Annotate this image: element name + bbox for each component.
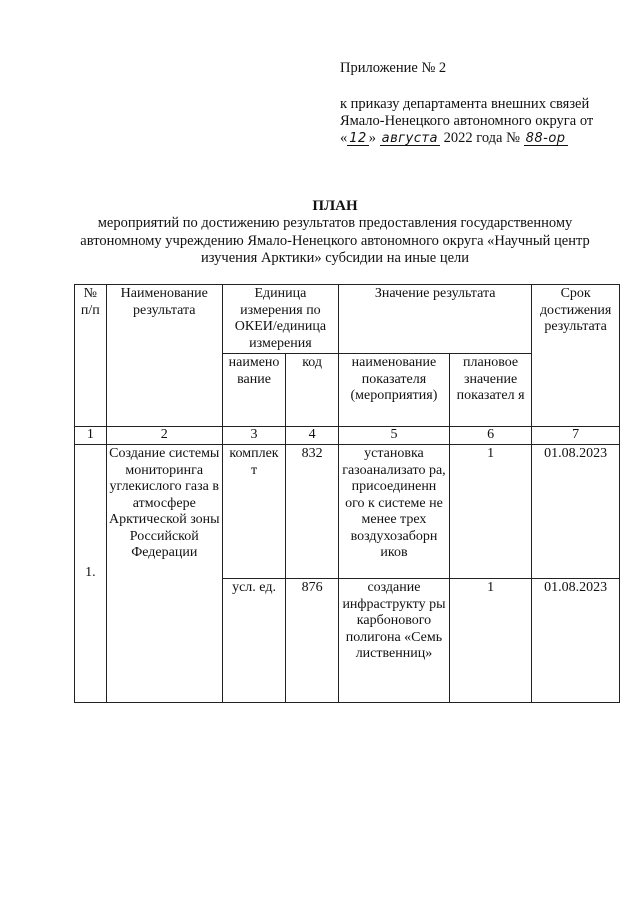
header-unit-name: наимено вание — [222, 354, 285, 427]
row-1-unit: комплек т — [222, 445, 285, 579]
quote-close: » — [368, 130, 377, 146]
col-number-7: 7 — [532, 427, 620, 445]
appendix-date-line — [340, 130, 630, 147]
appendix-line-2: Ямало-Ненецкого автономного округа от — [340, 113, 594, 129]
col-number-2: 2 — [106, 427, 222, 445]
quote-open: « — [340, 130, 348, 146]
row-1-code: 832 — [286, 445, 339, 579]
appendix-block — [340, 60, 630, 147]
col-number-6: 6 — [449, 427, 531, 445]
col-number-1: 1 — [75, 427, 107, 445]
table-row — [75, 445, 620, 579]
appendix-line-1: к приказу департамента внешних связей — [340, 96, 590, 112]
plan-table — [74, 284, 620, 703]
col-number-5: 5 — [339, 427, 450, 445]
row-2-code: 876 — [286, 579, 339, 703]
header-unit-group: Единица измерения по ОКЕИ/единица измерения — [222, 285, 338, 354]
document-subtitle: мероприятий по достижению результатов предоставления государственному автономному учреждению Ямало-Ненецкого автономного округа «Научный центр изучения Арктики» субсидии на иные цели — [80, 215, 590, 266]
row-1-value: 1 — [449, 445, 531, 579]
row-1-indicator: установка газоанализато ра, присоединенн ого к системе не менее трех воздухозаборн иков — [339, 445, 450, 579]
row-1-date: 01.08.2023 — [532, 445, 620, 579]
row-2-indicator: создание инфраструкту ры карбонового полигона «Семь лиственниц» — [339, 579, 450, 703]
header-num: № п/п — [75, 285, 107, 427]
appendix-title: Приложение № 2 — [340, 60, 447, 76]
header-deadline: Срок достижения результата — [532, 285, 620, 427]
row-2-date: 01.08.2023 — [532, 579, 620, 703]
header-value-group: Значение результата — [339, 285, 532, 354]
col-number-4: 4 — [286, 427, 339, 445]
handwritten-order-number: 88-ор — [525, 131, 566, 146]
header-indicator-name: наименование показателя (мероприятия) — [339, 354, 450, 427]
header-name: Наименование результата — [106, 285, 222, 427]
year-text: 2022 года № — [443, 130, 520, 146]
col-number-3: 3 — [222, 427, 285, 445]
document-title: ПЛАН — [312, 198, 358, 214]
row-2-unit: усл. ед. — [222, 579, 285, 703]
handwritten-month: августа — [381, 131, 439, 146]
row-2-value: 1 — [449, 579, 531, 703]
handwritten-day: 12 — [349, 131, 367, 146]
row-num: 1. — [75, 445, 107, 703]
header-unit-code: код — [286, 354, 339, 427]
row-result-name: Создание системы мониторинга углекислого газа в атмосфере Арктической зоны Российской Федерации — [106, 445, 222, 703]
header-planned-value: плановое значение показател я — [449, 354, 531, 427]
document-header — [60, 197, 610, 268]
